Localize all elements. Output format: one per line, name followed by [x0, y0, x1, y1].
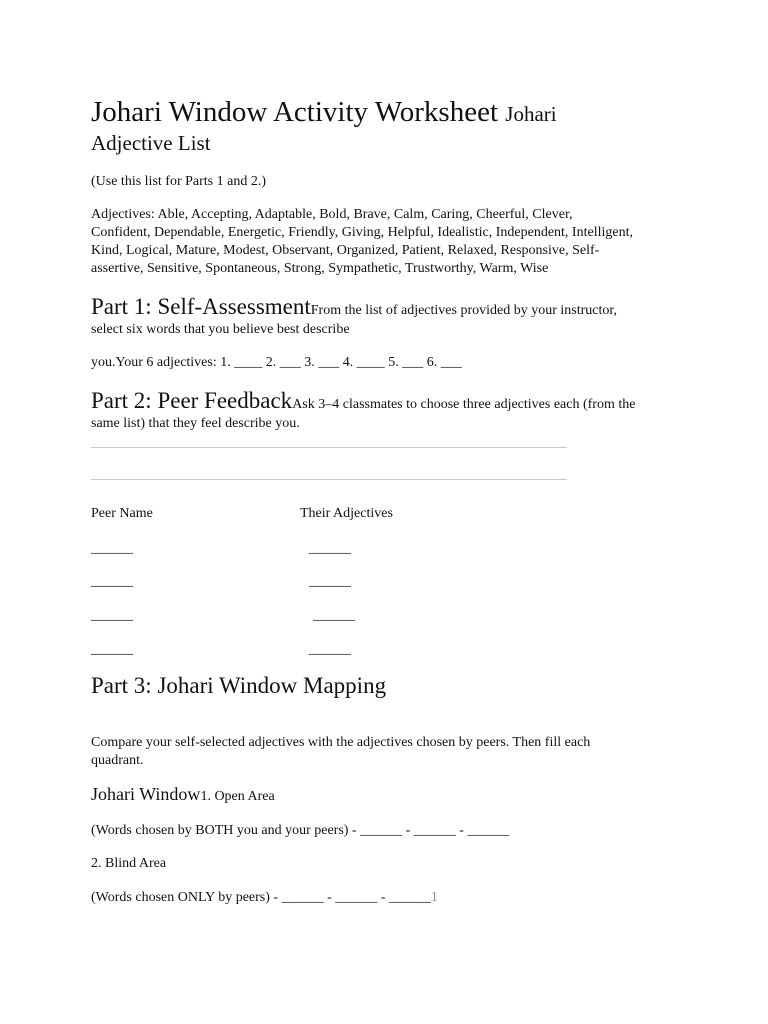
part3-heading: Part 3: Johari Window Mapping — [91, 673, 387, 698]
part1-adjectives-prompt[interactable]: you.Your 6 adjectives: 1. ____ 2. ___ 3. ___ 4. ____ 5. ___ 6. ___ — [91, 355, 462, 370]
part2-heading: Part 2: Peer Feedback — [91, 388, 293, 413]
intro-note: (Use this list for Parts 1 and 2.) — [91, 174, 266, 189]
part3-instruction: Compare your self-selected adjectives with the adjectives chosen by peers. Then fill each — [91, 735, 591, 750]
peer-adjectives-blank[interactable]: ______ — [309, 642, 351, 657]
peer-adjectives-blank[interactable]: ______ — [309, 541, 351, 556]
title-main: Johari Window Activity Worksheet — [91, 96, 499, 128]
col-header-peer-name: Peer Name — [91, 506, 153, 521]
adjectives-line-1: Adjectives: Able, Accepting, Adaptable, Bold, Brave, Calm, Caring, Cheerful, Clever, — [91, 207, 573, 222]
part1-heading: Part 1: Self-Assessment — [91, 294, 311, 319]
page-subtitle: Adjective List — [91, 131, 211, 155]
part1-instruction: From the list of adjectives provided by your instructor, — [310, 303, 617, 318]
johari-window-heading-line — [91, 784, 275, 805]
divider-rule — [91, 479, 567, 480]
divider-rule — [91, 447, 567, 448]
adjectives-line-4: assertive, Sensitive, Spontaneous, Strong, Sympathetic, Trustworthy, Warm, Wise — [91, 261, 549, 276]
johari-window-heading: Johari Window — [91, 784, 201, 804]
peer-name-blank[interactable]: ______ — [91, 642, 133, 657]
part2-instruction-cont: same list) that they feel describe you. — [91, 416, 300, 431]
adjectives-line-2: Confident, Dependable, Energetic, Friendly, Giving, Helpful, Idealistic, Independent, Intelligent, — [91, 225, 633, 240]
peer-name-blank[interactable]: ______ — [91, 608, 133, 623]
peer-name-blank[interactable]: ______ — [91, 574, 133, 589]
title-trailing: Johari — [505, 102, 557, 126]
open-area-label: 1. Open Area — [200, 789, 275, 804]
part1-heading-line — [91, 293, 617, 321]
open-area-blanks[interactable]: (Words chosen by BOTH you and your peers) - ______ - ______ - ______ — [91, 823, 510, 838]
peer-adjectives-blank[interactable]: ______ — [309, 574, 351, 589]
part2-instruction: Ask 3–4 classmates to choose three adjectives each (from the — [292, 397, 636, 412]
part1-instruction-cont: select six words that you believe best describe — [91, 322, 350, 337]
peer-name-blank[interactable]: ______ — [91, 541, 133, 556]
part2-heading-line — [91, 387, 635, 415]
peer-adjectives-blank[interactable]: ______ — [313, 608, 355, 623]
page-number: 1 — [430, 890, 438, 905]
adjectives-line-3: Kind, Logical, Mature, Modest, Observant, Organized, Patient, Relaxed, Responsive, Self- — [91, 243, 600, 258]
blind-area-line[interactable] — [91, 889, 438, 907]
col-header-their-adjectives: Their Adjectives — [300, 506, 393, 521]
page-title — [91, 95, 557, 131]
blind-area-blanks[interactable]: (Words chosen ONLY by peers) - ______ - ______ - ______ — [91, 890, 431, 905]
part3-instruction-cont: quadrant. — [91, 753, 144, 768]
blind-area-label: 2. Blind Area — [91, 856, 167, 871]
